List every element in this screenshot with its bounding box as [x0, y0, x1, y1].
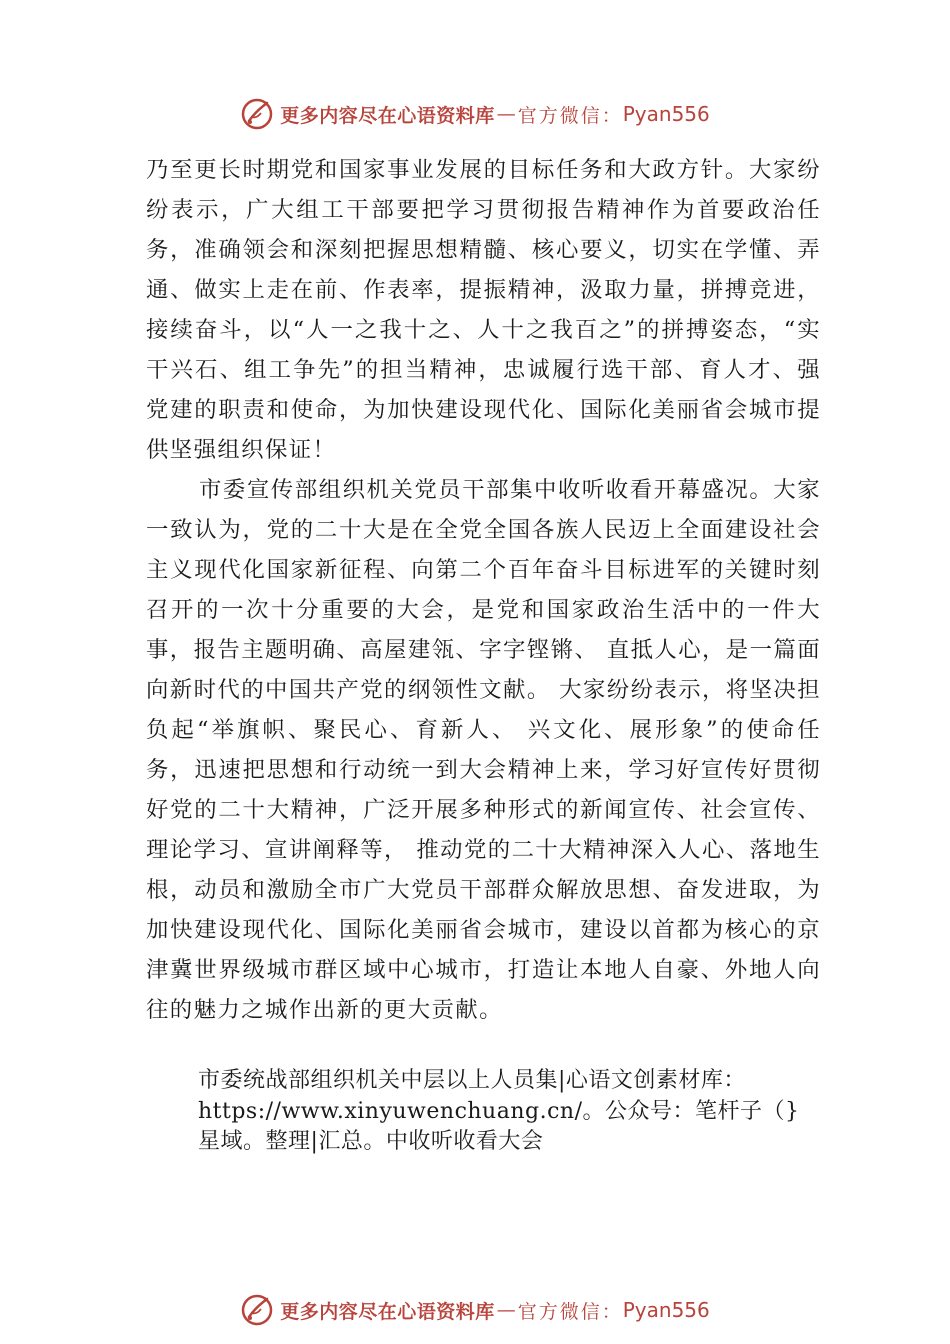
banner-wechat-id: Pyan556 — [622, 1298, 710, 1322]
banner-wechat-id: Pyan556 — [622, 102, 710, 126]
brush-logo-icon — [240, 97, 274, 131]
paragraph-1: 乃至更长时期党和国家事业发展的目标任务和大政方针。大家纷纷表示，广大组工干部要把学习贯彻报告精神作为首要政治任务，准确领会和深刻把握思想精髓、核心要义，切实在学懂、弄通、做实上走在前、作表率，提振精神，汲取力量，拼搏竞进，接续奋斗，以“人一之我十之、人十之我百之”的拼搏姿态，“实干兴石、组工争先”的担当精神，忠诚履行选干部、育人才、强党建的职责和使命，为加快建设现代化、国际化美丽省会城市提供坚强组织保证！ — [146, 157, 821, 463]
paragraph-2: 市委宣传部组织机关党员干部集中收听收看开幕盛况。大家一致认为，党的二十大是在全党全国各族人民迈上全面建设社会主义现代化国家新征程、向第二个百年奋斗目标进军的关键时刻召开的一次十分重要的大会，是党和国家政治生活中的一件大事，报告主题明确、高屋建瓴、字字铿锵、 直抵人心，是一篇面向新时代的中国共产党的纲领性文献。 大家纷纷表示，将坚决担负起“举旗帜、聚民心、育新人、 兴文化、展形象”的使命任务，迅速把思想和行动统一到大会精神上来，学习好宣传好贯彻好党的二十大精神，广泛开展多种形式的新闻宣传、社会宣传、理论学习、宣讲阐释等， 推动党的二十大精神深入人心、落地生根，动员和激励全市广大党员干部群众解放思想、奋发进取，为加快建设现代化、国际化美丽省会城市，建设以首都为核心的京津冀世界级城市群区域中心城市，打造让本地人自豪、外地人向往的魅力之城作出新的更大贡献。 — [146, 477, 821, 1023]
note-line-1: 市委统战部组织机关中层以上人员集|心语文创素材库： — [198, 1068, 746, 1093]
banner-wechat-label: 官方微信： — [517, 1300, 623, 1323]
banner-dash: — — [496, 103, 516, 125]
banner-dash: — — [496, 1299, 516, 1321]
header-banner — [0, 94, 950, 134]
note-line-2: https://www.xinyuwenchuang.cn/。公众号：笔杆子（} — [198, 1098, 800, 1124]
banner-wechat-label: 官方微信： — [517, 104, 623, 127]
document-body — [146, 150, 821, 1030]
footer-banner — [0, 1290, 950, 1330]
source-note — [198, 1066, 838, 1158]
note-line-3: 星域。整理|汇总。中收听收看大会 — [198, 1129, 544, 1154]
brush-logo-icon — [240, 1293, 274, 1327]
banner-title: 更多内容尽在心语资料库 — [280, 1300, 495, 1323]
banner-title: 更多内容尽在心语资料库 — [280, 104, 495, 127]
